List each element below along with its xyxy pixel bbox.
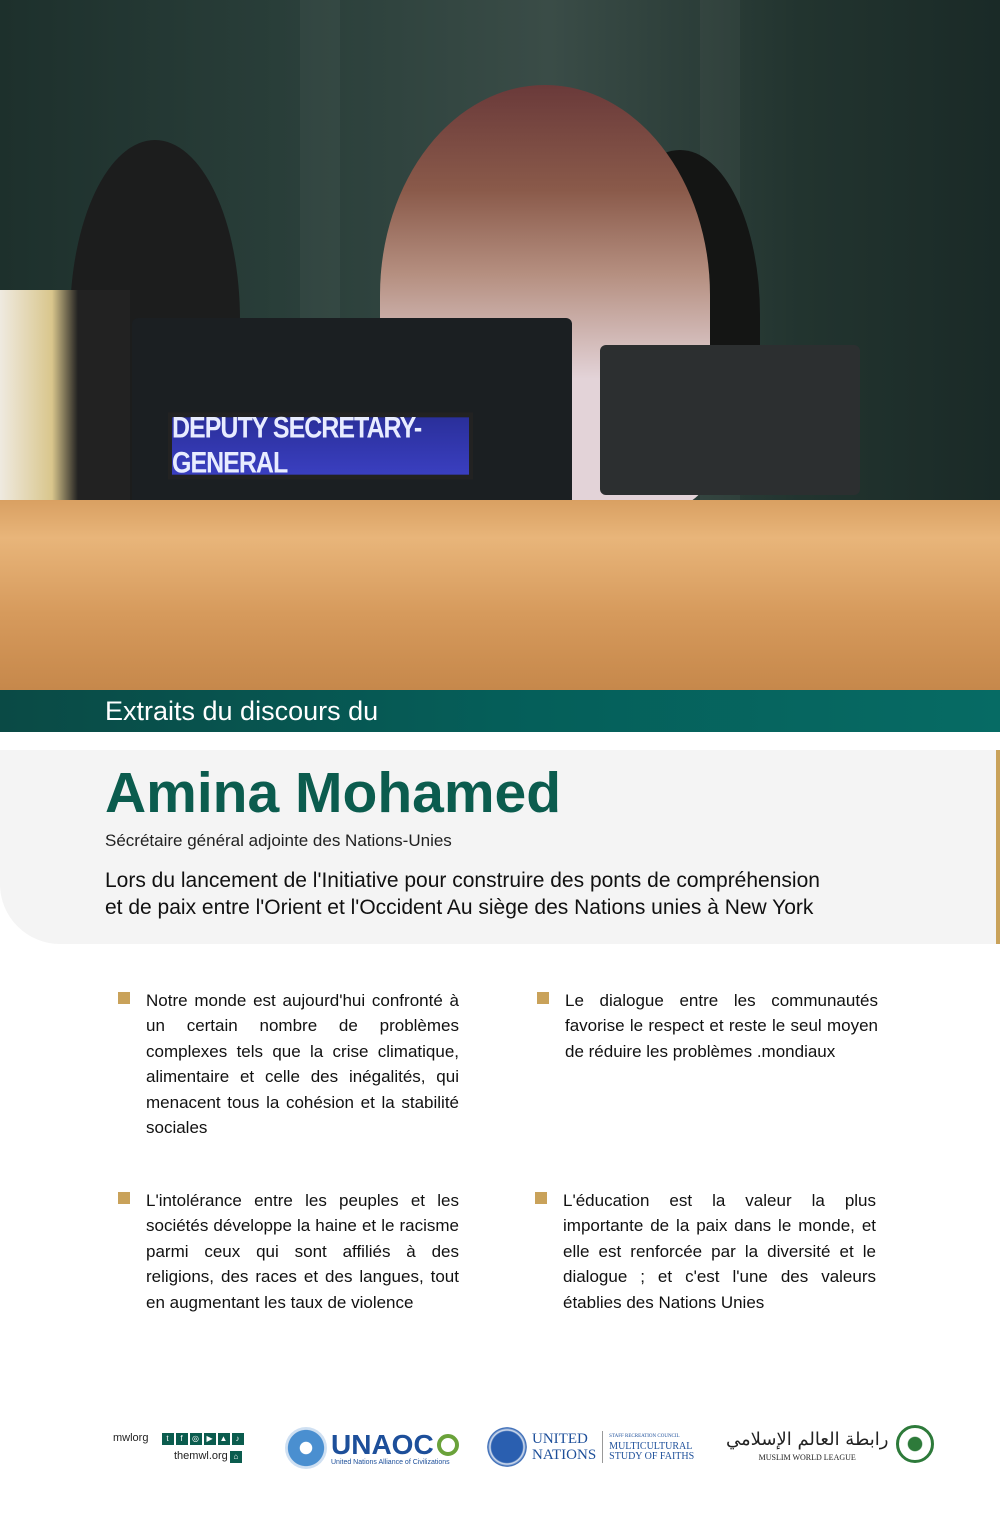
un-src-logo — [487, 1427, 694, 1467]
twitter-icon[interactable]: t — [162, 1433, 174, 1445]
event-context — [105, 867, 935, 921]
context-line: et de paix entre l'Orient et l'Occident Au siège des Nations unies à New York — [105, 896, 814, 919]
intro-band: Extraits du discours du — [0, 690, 1000, 732]
un-emblem-icon — [285, 1427, 327, 1469]
social-handle[interactable]: mwlorg — [113, 1432, 149, 1444]
home-icon[interactable]: ⌂ — [230, 1451, 242, 1463]
quote-text: Notre monde est aujourd'hui confronté à un certain nombre de problèmes complexes tels que la crise climatique, alimentaire et celle des inégalités, qui menacent tous la cohésion et la stabilité sociales — [146, 991, 459, 1138]
social-row — [113, 1432, 244, 1445]
bullet-square-icon — [537, 992, 549, 1004]
snapchat-icon[interactable]: ▲ — [218, 1433, 230, 1445]
bullet-square-icon — [118, 1192, 130, 1204]
facebook-icon[interactable]: f — [176, 1433, 188, 1445]
tiktok-icon[interactable]: ♪ — [232, 1433, 244, 1445]
person-edge — [0, 290, 130, 505]
quote-text: L'éducation est la valeur la plus importante de la paix dans le monde, et elle est renforcée par la diversité et le dialogue ; et c'est l'une des valeurs établies des Nations Unies — [563, 1191, 876, 1312]
src-text: STAFF RECREATION COUNCIL — [609, 1434, 680, 1439]
mwl-logo — [726, 1425, 934, 1463]
quote-text: L'intolérance entre les peuples et les sociétés développe la haine et le racisme parmi ceux qui sont affiliés à des religions, des races et des langues, tout en augmentant les taux de violence — [146, 1191, 459, 1312]
bullet-square-icon — [535, 1192, 547, 1204]
unaoc-subtitle: United Nations Alliance of Civilizations — [331, 1458, 450, 1466]
quote-text: Le dialogue entre les communautés favorise le respect et reste le seul moyen de réduire les problèmes .mondiaux — [565, 991, 878, 1061]
speaker-role: Sécrétaire général adjointe des Nations-Unies — [105, 831, 452, 850]
unaoc-text: UNAOC — [331, 1428, 434, 1460]
un-text: UNITED — [532, 1431, 588, 1447]
footer — [0, 1425, 1000, 1475]
src-text: MULTICULTURAL — [609, 1441, 693, 1452]
mwl-arabic: رابطة العالم الإسلامي — [726, 1428, 889, 1450]
instagram-icon[interactable]: ◎ — [190, 1433, 202, 1445]
hero-photo — [0, 0, 1000, 690]
unaoc-logo — [285, 1427, 459, 1469]
bullet-square-icon — [118, 992, 130, 1004]
unaoc-ring-icon — [437, 1434, 459, 1456]
youtube-icon[interactable]: ▶ — [204, 1433, 216, 1445]
website-row — [174, 1450, 242, 1463]
desk — [0, 500, 1000, 690]
mwl-text: MUSLIM WORLD LEAGUE — [758, 1452, 856, 1462]
src-text: STUDY OF FAITHS — [609, 1451, 695, 1462]
speaker-name: Amina Mohamed — [105, 761, 562, 825]
website-link[interactable]: themwl.org — [174, 1450, 228, 1462]
un-dove-icon — [487, 1427, 527, 1467]
mwl-emblem-icon — [896, 1425, 934, 1463]
nameplate: DEPUTY SECRETARY-GENERAL — [168, 412, 473, 479]
context-line: Lors du lancement de l'Initiative pour construire des ponts de compréhension — [105, 869, 820, 892]
desk-phone — [600, 345, 860, 495]
un-text: NATIONS — [532, 1447, 597, 1463]
